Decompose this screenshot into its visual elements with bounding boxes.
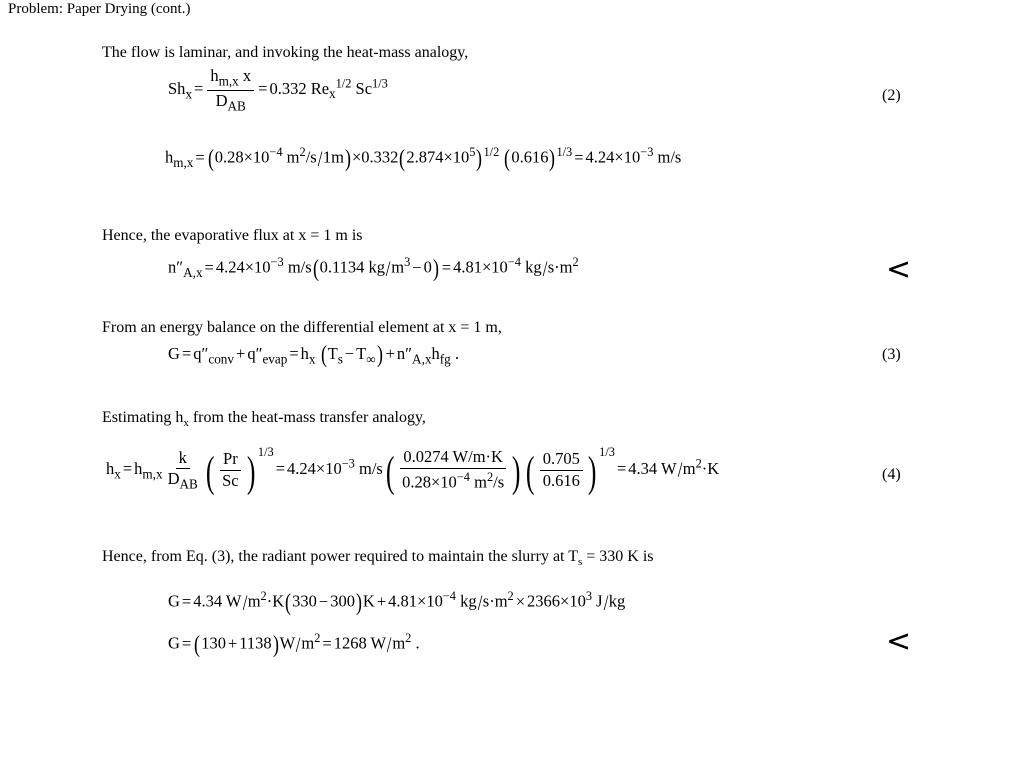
equation-energy-balance: $G = q''_{conv} + q''_{evap} = h_x$ $(T_s - T_\infty) + n''_{A,x}h_{fg}$ . xyxy=(168,342,459,368)
result-marker-radiant-power: < xyxy=(886,624,912,659)
equation-number-4: (4) xyxy=(882,466,901,483)
evaporative-flux-paragraph: Hence, the evaporative flux at x = 1 m is xyxy=(102,227,363,244)
equation-number-3: (3) xyxy=(882,346,901,363)
equation-heat-transfer-coefficient: $h_x = h_{m,x}$ $\frac{k}{D_{AB}}$ ( $\frac{Pr}{Sc}$ ) $^{1/3}= 4.24\times 10^{-3}$ m/s( $\frac{0.0274 W/m\cdot K}{0.28\times 10^{-4} m^2/s}$ ) ( $\frac{0.705}{0.616}$ ) $^{1/3}$= 4.34 $W/m^2\cdot K$ xyxy=(106,445,720,496)
result-marker-flux: < xyxy=(886,252,912,287)
equation-number-2: (2) xyxy=(882,87,901,104)
equation-mass-transfer-coefficient: $h_{m,x} = (0.28\times 10^{-4}$ $m^2/s/1m)\times 0.332(2.874\times 10^5)^{1/2}$ $(0.616)^{1/3} = 4.24\times 10^{-3}$ m/s xyxy=(165,145,682,172)
radiant-power-paragraph: Hence, from Eq. (3), the radiant power required to maintain the slurry at $T_s = 330$ K is xyxy=(102,548,654,569)
equation-radiant-power-setup: G = 4.34 $W/m^2\cdot K(330 - 300)K + 4.81\times 10^{-4}$ $kg/s\cdot m^2 \times 2366\times 10^3$ J/kg xyxy=(168,589,626,616)
page-title: Problem: Paper Drying (cont.) xyxy=(8,1,191,17)
equation-sherwood: $Sh_x$ = $\frac{h_{m,x} x}{D_{AB}}$ = 0.332 $Re_x^{1/2}$ $Sc^{1/3}$ xyxy=(168,66,388,113)
equation-evaporative-flux: $n''_{A,x} = 4.24\times 10^{-3}$ m/s(0.1134 $kg/m^3 - 0) = 4.81\times 10^{-4}$ $kg/s\cdot m^2$ xyxy=(168,255,579,282)
equation-radiant-power-result: $G = (130 + 1138)W/m^2 = 1268$ $W/m^2$ . xyxy=(168,631,420,658)
energy-balance-paragraph: From an energy balance on the differential element at x = 1 m, xyxy=(102,319,502,336)
heat-mass-analogy-paragraph: Estimating $h_x$ from the heat-mass transfer analogy, xyxy=(102,409,426,430)
intro-paragraph: The flow is laminar, and invoking the heat-mass analogy, xyxy=(102,44,469,61)
